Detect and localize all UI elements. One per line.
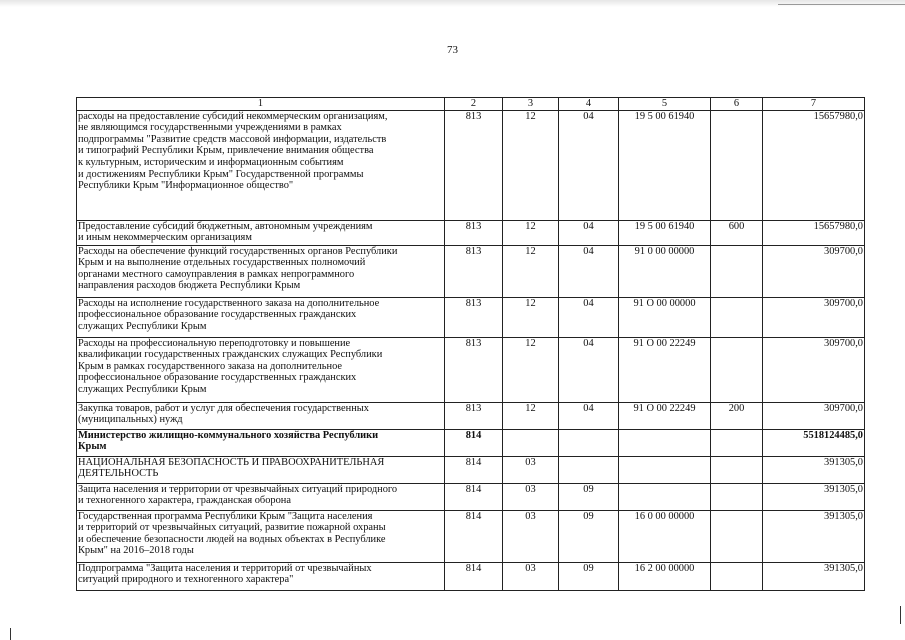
expense-type-code — [711, 337, 763, 402]
amount: 309700,0 — [763, 402, 865, 429]
target-article-code: 91 О 00 00000 — [619, 297, 711, 337]
header-cell: 3 — [503, 98, 559, 111]
expense-type-code — [711, 110, 763, 220]
target-article-code — [619, 483, 711, 510]
header-row — [77, 98, 865, 111]
table-row — [77, 110, 865, 220]
ministry-code: 814 — [445, 483, 503, 510]
target-article-code — [619, 456, 711, 483]
expense-type-code — [711, 429, 763, 456]
amount: 15657980,0 — [763, 220, 865, 245]
row-description: НАЦИОНАЛЬНАЯ БЕЗОПАСНОСТЬ И ПРАВООХРАНИТЕЛЬНАЯ ДЕЯТЕЛЬНОСТЬ — [77, 456, 445, 483]
target-article-code: 91 О 00 22249 — [619, 402, 711, 429]
amount: 5518124485,0 — [763, 429, 865, 456]
amount: 391305,0 — [763, 456, 865, 483]
amount: 309700,0 — [763, 245, 865, 297]
subsection-code: 09 — [559, 483, 619, 510]
expense-type-code: 600 — [711, 220, 763, 245]
subsection-code — [559, 456, 619, 483]
table-row — [77, 402, 865, 429]
expense-type-code — [711, 245, 763, 297]
section-code: 12 — [503, 297, 559, 337]
ministry-code: 814 — [445, 429, 503, 456]
section-code — [503, 429, 559, 456]
header-cell: 6 — [711, 98, 763, 111]
row-description: Расходы на исполнение государственного заказа на дополнительное профессиональное образование государственных гражданских служащих Республики Крым — [77, 297, 445, 337]
scan-edge — [0, 0, 905, 7]
ministry-code: 813 — [445, 245, 503, 297]
row-description: Защита населения и территории от чрезвычайных ситуаций природного и техногенного характера, гражданская оборона — [77, 483, 445, 510]
margin-mark — [10, 628, 11, 640]
subsection-code: 04 — [559, 110, 619, 220]
expense-type-code — [711, 562, 763, 590]
ministry-code: 813 — [445, 337, 503, 402]
table-row — [77, 245, 865, 297]
expense-type-code — [711, 456, 763, 483]
row-description: Предоставление субсидий бюджетным, автономным учреждениям и иным некоммерческим организациям — [77, 220, 445, 245]
row-description: расходы на предоставление субсидий некоммерческим организациям, не являющимся государственными учреждениями в рамках подпрограммы "Развитие средств массовой информации, издательств и типографий Республики Крым, привлечение внимания общества к культурным, историческим и информационным событиям и достижениям Республики Крым" Государственной программы Республики Крым "Информационное общество" — [77, 110, 445, 220]
margin-mark — [900, 606, 901, 624]
target-article-code: 19 5 00 61940 — [619, 220, 711, 245]
row-description: Государственная программа Республики Крым "Защита населения и территорий от чрезвычайных ситуаций, развитие пожарной охраны и обеспечение безопасности людей на водных объектах в Республике Крым" на 2016–2018 годы — [77, 510, 445, 562]
row-description: Министерство жилищно-коммунального хозяйства Республики Крым — [77, 429, 445, 456]
subsection-code: 04 — [559, 337, 619, 402]
subsection-code — [559, 429, 619, 456]
header-cell: 5 — [619, 98, 711, 111]
amount: 15657980,0 — [763, 110, 865, 220]
budget-table — [76, 97, 865, 591]
section-code: 12 — [503, 245, 559, 297]
section-code: 12 — [503, 220, 559, 245]
target-article-code: 16 0 00 00000 — [619, 510, 711, 562]
row-description: Расходы на профессиональную переподготовку и повышение квалификации государственных гражданских служащих Республики Крым в рамках государственного заказа на дополнительное профессиональное образование государственных гражданских служащих Республики Крым — [77, 337, 445, 402]
page-number: 73 — [447, 44, 458, 56]
ministry-code: 814 — [445, 456, 503, 483]
expense-type-code — [711, 297, 763, 337]
table-row — [77, 510, 865, 562]
section-code: 03 — [503, 456, 559, 483]
section-code: 03 — [503, 510, 559, 562]
expense-type-code: 200 — [711, 402, 763, 429]
ministry-code: 814 — [445, 510, 503, 562]
section-code: 03 — [503, 562, 559, 590]
row-description: Расходы на обеспечение функций государственных органов Республики Крым и на выполнение отдельных государственных полномочий органами местного самоуправления в рамках непрограммного направления расходов бюджета Республики Крым — [77, 245, 445, 297]
subsection-code: 04 — [559, 402, 619, 429]
header-cell: 4 — [559, 98, 619, 111]
target-article-code: 91 0 00 00000 — [619, 245, 711, 297]
target-article-code: 19 5 00 61940 — [619, 110, 711, 220]
ministry-code: 813 — [445, 110, 503, 220]
section-code: 12 — [503, 337, 559, 402]
header-cell: 1 — [77, 98, 445, 111]
subsection-code: 09 — [559, 510, 619, 562]
amount: 391305,0 — [763, 483, 865, 510]
amount: 391305,0 — [763, 562, 865, 590]
expense-type-code — [711, 510, 763, 562]
header-cell: 2 — [445, 98, 503, 111]
scan-artifact-line — [778, 4, 905, 5]
section-code: 12 — [503, 402, 559, 429]
ministry-code: 813 — [445, 402, 503, 429]
section-code: 03 — [503, 483, 559, 510]
amount: 309700,0 — [763, 297, 865, 337]
row-description: Подпрограмма "Защита населения и территорий от чрезвычайных ситуаций природного и техногенного характера" — [77, 562, 445, 590]
table-row — [77, 456, 865, 483]
table-row — [77, 337, 865, 402]
section-code: 12 — [503, 110, 559, 220]
amount: 391305,0 — [763, 510, 865, 562]
ministry-code: 813 — [445, 220, 503, 245]
subsection-code: 04 — [559, 297, 619, 337]
target-article-code: 16 2 00 00000 — [619, 562, 711, 590]
ministry-code: 813 — [445, 297, 503, 337]
table-row — [77, 429, 865, 456]
header-cell: 7 — [763, 98, 865, 111]
target-article-code: 91 О 00 22249 — [619, 337, 711, 402]
ministry-code: 814 — [445, 562, 503, 590]
table-row — [77, 297, 865, 337]
expense-type-code — [711, 483, 763, 510]
table-row — [77, 562, 865, 590]
subsection-code: 04 — [559, 245, 619, 297]
subsection-code: 04 — [559, 220, 619, 245]
target-article-code — [619, 429, 711, 456]
row-description: Закупка товаров, работ и услуг для обеспечения государственных (муниципальных) нужд — [77, 402, 445, 429]
table-row — [77, 220, 865, 245]
amount: 309700,0 — [763, 337, 865, 402]
table-row — [77, 483, 865, 510]
subsection-code: 09 — [559, 562, 619, 590]
